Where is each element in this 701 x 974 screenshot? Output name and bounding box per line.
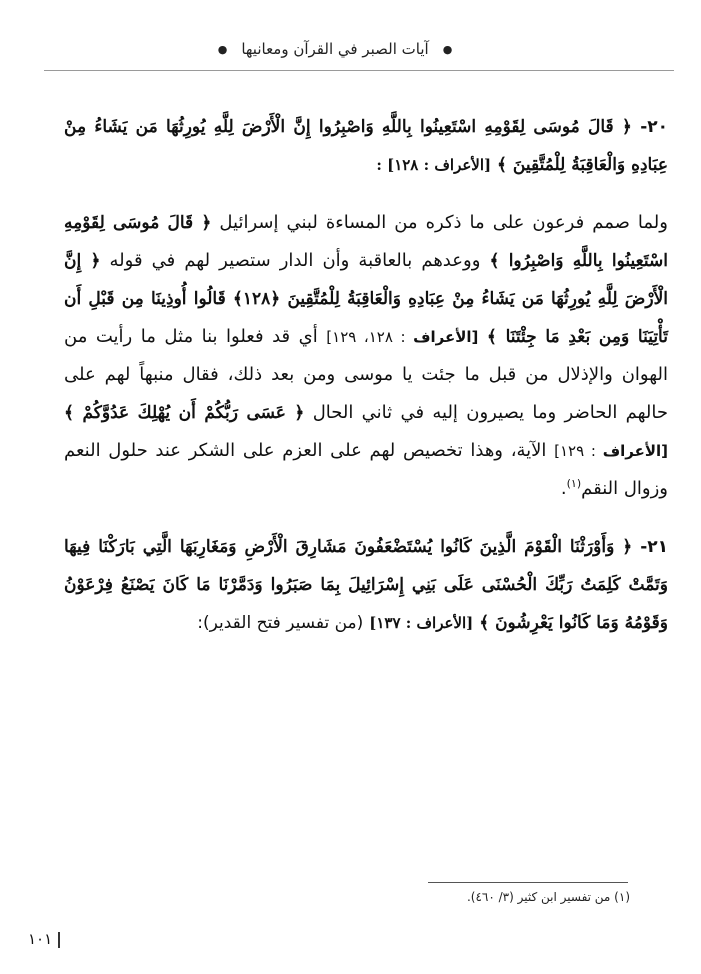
verse-20-text: ﴿ قَالَ مُوسَى لِقَوْمِهِ اسْتَعِينُوا بِاللَّهِ وَاصْبِرُوا إِنَّ الْأَرْضَ لِلَّهِ يُورِثُهَا مَن يَشَاءُ مِنْ عِبَادِهِ وَالْعَاقِبَةُ لِلْمُتَّقِينَ ﴾ <box>64 117 668 175</box>
verse-20-paragraph <box>64 108 668 184</box>
header-divider <box>44 70 674 71</box>
verse-21-text: ﴿ وَأَوْرَثْنَا الْقَوْمَ الَّذِينَ كَانُوا يُسْتَضْعَفُونَ مَشَارِقَ الْأَرْضِ وَمَغَارِبَهَا الَّتِي بَارَكْنَا فِيهَا وَتَمَّتْ كَلِمَتُ رَبِّكَ الْحُسْنَى عَلَى بَنِي إِسْرَائِيلَ بِمَا صَبَرُوا وَدَمَّرْنَا مَا كَانَ يَصْنَعُ فِرْعَوْنُ وَقَوْمُهُ وَمَا كَانُوا يَعْرِشُونَ ﴾ <box>64 537 668 633</box>
commentary-part-3: أي قد فعلوا بنا مثل ما رأيت من الهوان والإذلال من قبل ما جئت يا موسى ومن بعد ذلك، فقال منبهاً لهم على حالهم الحاضر وما يصيرون إليه في ثاني الحال <box>64 326 668 423</box>
verse-21-reference <box>369 614 473 632</box>
commentary-reference-2 <box>554 442 668 460</box>
commentary-ref-2-ayah: : ١٢٩] <box>554 442 596 460</box>
commentary-ref-1-ayah: : ١٢٨، ١٢٩] <box>326 328 406 346</box>
commentary-ref-2-surah: [الأعراف <box>602 442 668 460</box>
commentary-part-2: ووعدهم بالعاقبة وأن الدار ستصير لهم في قوله <box>109 250 481 271</box>
commentary-reference-1 <box>326 328 478 346</box>
commentary-part-1: ولما صمم فرعون على ما ذكره من المساءة لبني إسرائيل <box>219 212 668 233</box>
commentary-end: . <box>560 478 567 499</box>
verse-20-reference <box>376 156 491 174</box>
footnote: (١) من تفسير ابن كثير (٣/ ٤٦٠). <box>466 890 630 904</box>
commentary-ref-1-surah: [الأعراف <box>413 328 479 346</box>
commentary-quote-2: ﴿ إِنَّ الْأَرْضَ لِلَّهِ يُورِثُهَا مَن يَشَاءُ مِنْ عِبَادِهِ وَالْعَاقِبَةُ لِلْمُتَّقِينَ ﴿١٢٨﴾ قَالُوا أُوذِينَا مِن قَبْلِ أَن تَأْتِيَنَا وَمِن بَعْدِ مَا جِئْتَنَا ﴾ <box>64 251 668 347</box>
commentary-part-4: الآية، وهذا تخصيص لهم على العزم على الشكر عند حلول النعم وزوال النقم <box>64 440 668 499</box>
verse-21-ref-surah: [الأعراف <box>416 614 474 632</box>
commentary-quote-1: ﴿ قَالَ مُوسَى لِقَوْمِهِ اسْتَعِينُوا بِاللَّهِ وَاصْبِرُوا ﴾ <box>64 213 668 271</box>
verse-20-ref-surah: [الأعراف <box>434 156 492 174</box>
running-header <box>150 36 520 62</box>
header-title: آيات الصبر في القرآن ومعانيها <box>241 40 429 58</box>
verse-20-ref-ayah: : ١٢٨] : <box>376 156 430 174</box>
verse-21-ref-ayah: : ١٣٧] <box>369 614 412 632</box>
verse-21-paragraph <box>64 528 668 642</box>
commentary-paragraph <box>64 204 668 508</box>
header-bullet-left: ● <box>217 42 228 56</box>
footnote-divider <box>428 882 628 883</box>
main-text <box>64 108 668 662</box>
page-number <box>28 930 88 948</box>
page-number-bar <box>58 932 60 948</box>
commentary-quote-3: ﴿ عَسَى رَبُّكُمْ أَن يُهْلِكَ عَدُوَّكُمْ ﴾ <box>64 403 305 423</box>
footnote-marker[interactable]: (١) <box>566 477 582 490</box>
page-number-value: ١٠١ <box>28 930 53 948</box>
verse-20-number: ٢٠- <box>640 117 669 137</box>
verse-21-number: ٢١- <box>640 537 669 557</box>
verse-21-source: (من تفسير فتح القدير): <box>197 613 364 633</box>
header-bullet-right: ● <box>442 42 453 56</box>
